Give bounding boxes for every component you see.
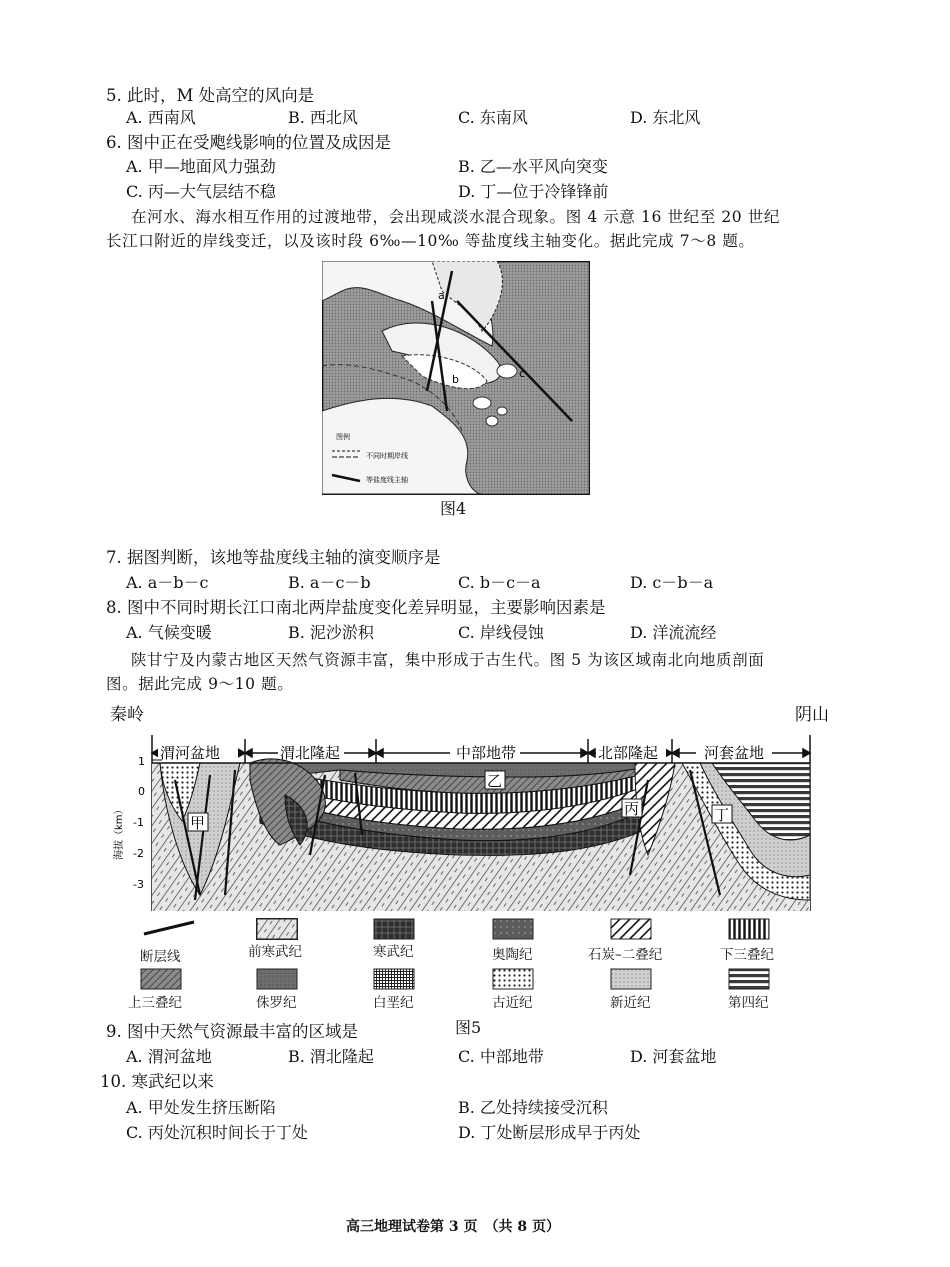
- q8-option-b: B. 泥沙淤积: [288, 623, 374, 642]
- q9-option-a: A. 渭河盆地: [126, 1047, 212, 1066]
- legend-swatch-cambrian: [373, 918, 415, 940]
- legend-label-cambrian: 寒武纪: [373, 944, 414, 960]
- axis-label-b: b: [452, 373, 459, 386]
- legend-swatch-carboniferous-permian: [610, 918, 652, 940]
- q5-stem: 5. 此时，M 处高空的风向是: [106, 86, 315, 105]
- q5-option-d: D. 东北风: [630, 108, 701, 127]
- legend-label-upper-triassic: 上三叠纪: [128, 995, 182, 1011]
- legend-swatch-ordovician: [492, 918, 534, 940]
- legend-label-ordovician: 奥陶纪: [492, 947, 533, 963]
- legend-label-quaternary: 第四纪: [728, 995, 769, 1011]
- region-weihe-basin: 渭河盆地: [160, 744, 221, 762]
- intro-9-10-line1: 陕甘宁及内蒙古地区天然气资源丰富，集中形成于古生代。图 5 为该区域南北向地质剖面: [131, 651, 765, 669]
- legend-swatch-upper-triassic: [140, 968, 182, 990]
- y-tick-minus1: -1: [133, 816, 144, 829]
- marker-bing: 丙: [624, 800, 640, 818]
- q9-stem: 9. 图中天然气资源最丰富的区域是: [106, 1022, 358, 1041]
- legend-label-paleogene: 古近纪: [492, 995, 533, 1011]
- axis-label-c: c: [519, 367, 526, 380]
- q10-option-c: C. 丙处沉积时间长于丁处: [126, 1123, 308, 1142]
- q5-option-b: B. 西北风: [288, 108, 358, 127]
- q9-option-d: D. 河套盆地: [630, 1047, 717, 1066]
- legend-fault-label: 断层线: [140, 949, 181, 965]
- legend-label-lower-triassic: 下三叠纪: [720, 947, 774, 963]
- label-qinling: 秦岭: [110, 705, 144, 725]
- legend-swatch-neogene: [610, 968, 652, 990]
- q7-stem: 7. 据图判断，该地等盐度线主轴的演变顺序是: [106, 548, 441, 567]
- q6-option-d: D. 丁—位于冷锋锋前: [458, 182, 609, 201]
- q7-option-a: A. a－b－c: [126, 573, 209, 592]
- region-hetao-basin: 河套盆地: [704, 744, 765, 762]
- q8-option-d: D. 洋流流经: [630, 623, 717, 642]
- legend-swatch-jurassic: [256, 968, 298, 990]
- q5-option-c: C. 东南风: [458, 108, 528, 127]
- marker-yi: 乙: [487, 772, 503, 790]
- intro-7-8-line1: 在河水、海水相互作用的过渡地带，会出现咸淡水混合现象。图 4 示意 16 世纪至 20 世纪: [131, 208, 780, 226]
- legend-fault-symbol: [140, 918, 200, 938]
- q7-option-b: B. a－c－b: [288, 573, 371, 592]
- y-tick-minus2: -2: [133, 847, 144, 860]
- figure-5-caption: 图5: [455, 1018, 482, 1037]
- region-weibei-uplift: 渭北隆起: [280, 744, 341, 762]
- legend-label-jurassic: 侏罗纪: [256, 995, 297, 1011]
- legend-swatch-lower-triassic: [728, 918, 770, 940]
- page-footer: 高三地理试卷第 3 页 （共 8 页）: [346, 1219, 560, 1235]
- legend-label-carboniferous-permian: 石炭–二叠纪: [588, 947, 663, 963]
- q8-option-c: C. 岸线侵蚀: [458, 623, 544, 642]
- q10-option-a: A. 甲处发生挤压断陷: [126, 1098, 276, 1117]
- label-yinshan: 阴山: [795, 705, 829, 725]
- y-tick-1: 1: [138, 755, 145, 768]
- q10-option-b: B. 乙处持续接受沉积: [458, 1098, 608, 1117]
- legend-title: 图例: [336, 433, 350, 441]
- y-tick-0: 0: [138, 785, 145, 798]
- q7-option-d: D. c－b－a: [630, 573, 714, 592]
- figure-4-map: [322, 261, 590, 495]
- legend-axis: 等盐度线主轴: [366, 476, 408, 484]
- intro-9-10-line2: 图。据此完成 9～10 题。: [106, 675, 294, 693]
- legend-label-precambrian: 前寒武纪: [248, 944, 302, 960]
- legend-shoreline: 不同时期岸线: [366, 452, 408, 460]
- q7-option-c: C. b－c－a: [458, 573, 541, 592]
- q6-option-b: B. 乙—水平风向突变: [458, 157, 608, 176]
- legend-label-cretaceous: 白垩纪: [373, 995, 414, 1011]
- legend-label-neogene: 新近纪: [610, 995, 651, 1011]
- legend-swatch-quaternary: [728, 968, 770, 990]
- y-axis-label: 海拔（km）: [114, 804, 125, 860]
- q6-option-a: A. 甲—地面风力强劲: [126, 157, 276, 176]
- q8-stem: 8. 图中不同时期长江口南北两岸盐度变化差异明显，主要影响因素是: [106, 598, 606, 617]
- region-central-zone: 中部地带: [456, 744, 517, 762]
- marker-jia: 甲: [190, 814, 206, 832]
- q8-option-a: A. 气候变暖: [126, 623, 212, 642]
- q9-option-c: C. 中部地带: [458, 1047, 544, 1066]
- q9-option-b: B. 渭北隆起: [288, 1047, 374, 1066]
- q10-option-d: D. 丁处断层形成早于丙处: [458, 1123, 641, 1142]
- q5-option-a: A. 西南风: [126, 108, 196, 127]
- region-northern-uplift: 北部隆起: [598, 744, 659, 762]
- legend-swatch-paleogene: [492, 968, 534, 990]
- legend-swatch-cretaceous: [373, 968, 415, 990]
- q6-stem: 6. 图中正在受飑线影响的位置及成因是: [106, 133, 391, 152]
- figure-4-caption: 图4: [440, 499, 467, 518]
- q10-stem: 10. 寒武纪以来: [100, 1072, 214, 1091]
- q6-option-c: C. 丙—大气层结不稳: [126, 182, 276, 201]
- y-tick-minus3: -3: [133, 878, 144, 891]
- marker-ding: 丁: [714, 806, 730, 824]
- axis-label-a: a: [438, 289, 445, 302]
- intro-7-8-line2: 长江口附近的岸线变迁，以及该时段 6‰—10‰ 等盐度线主轴变化。据此完成 7～8 题。: [106, 232, 755, 250]
- figure-5-section: [100, 725, 830, 915]
